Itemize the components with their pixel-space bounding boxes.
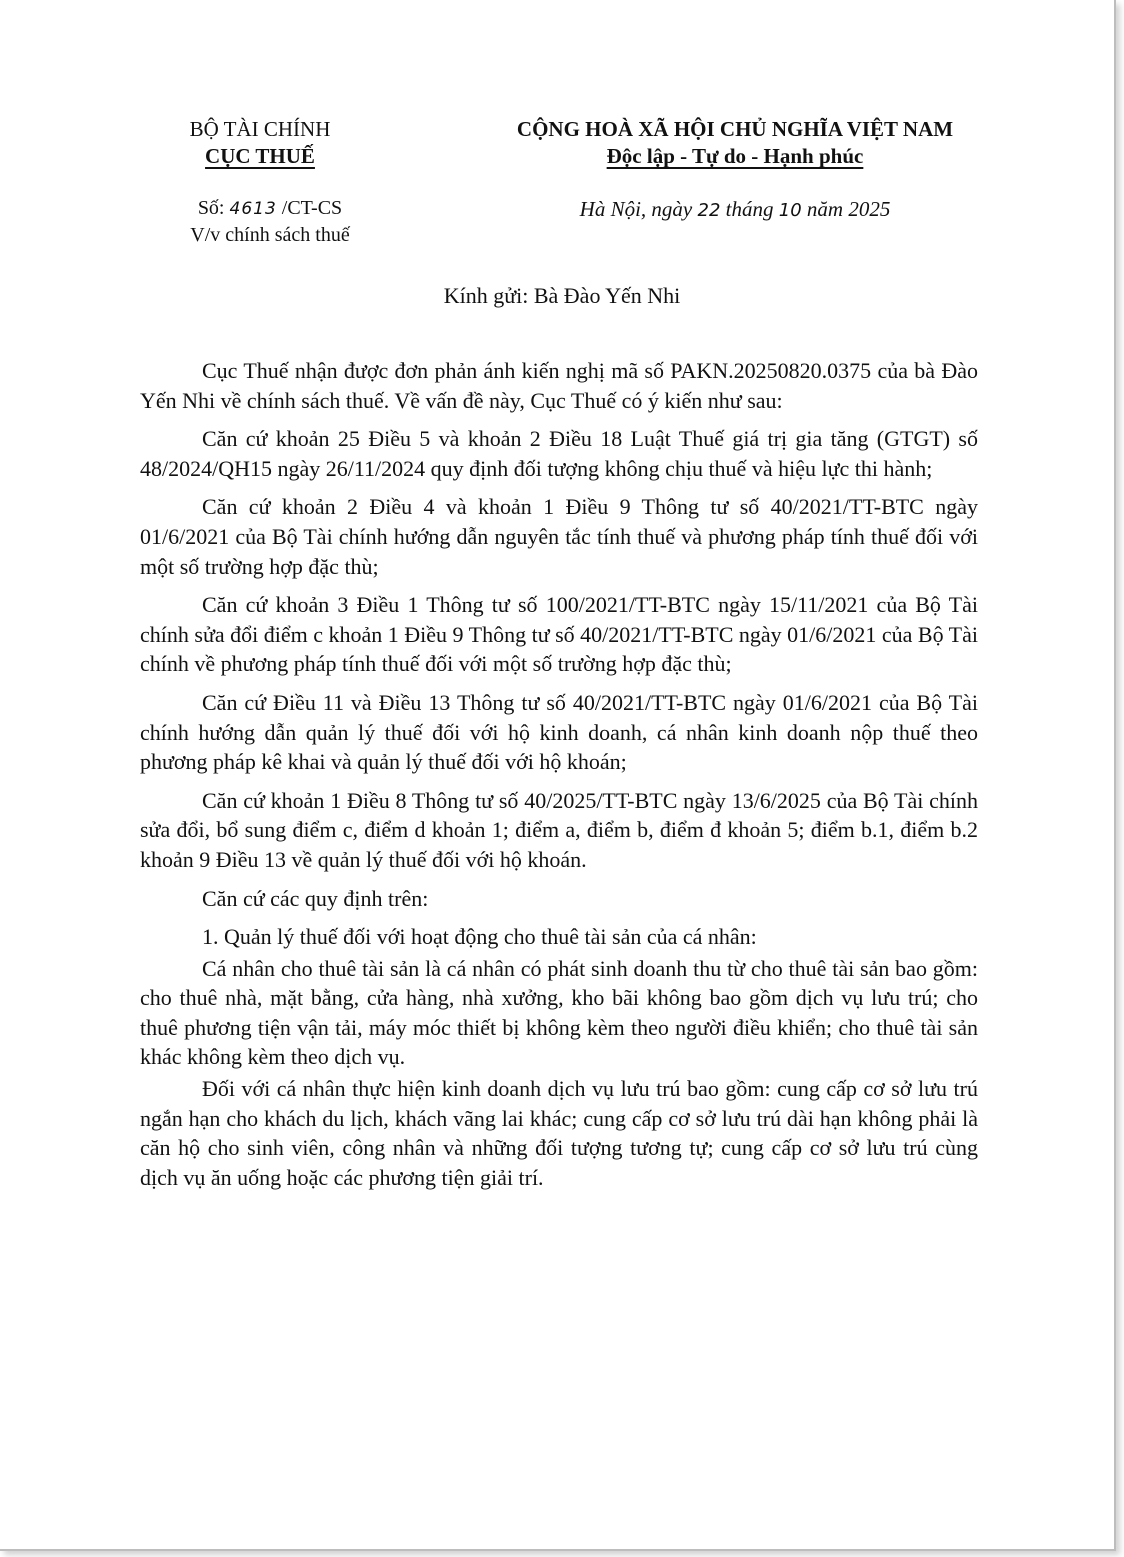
date-month-label: tháng	[720, 197, 779, 221]
national-title-block	[470, 116, 1000, 170]
document-subject: V/v chính sách thuế	[190, 224, 350, 246]
section-heading-1: 1. Quản lý thuế đối với hoạt động cho thuê tài sản của cá nhân:	[202, 924, 757, 950]
paragraph-accommodation: Đối với cá nhân thực hiện kinh doanh dịch vụ lưu trú bao gồm: cung cấp cơ sở lưu trú ngắn hạn cho khách du lịch, khách vãng lai khác; cung cấp cơ sở lưu trú dài hạn không phải là căn hộ cho sinh viên, công nhân và những đối tượng tương tự; cung cấp cơ sở lưu trú cùng dịch vụ ăn uống hoặc các phương tiện giải trí.	[140, 1076, 978, 1190]
paragraph-basis-2: Căn cứ khoản 2 Điều 4 và khoản 1 Điều 9 Thông tư số 40/2021/TT-BTC ngày 01/6/2021 của Bộ Tài chính hướng dẫn nguyên tắc tính thuế và phương pháp tính thuế đối với một số trường hợp đặc thù;	[140, 494, 978, 579]
recipient-line: Kính gửi: Bà Đào Yến Nhi	[443, 283, 681, 308]
date-day: 22	[697, 200, 721, 221]
parent-agency: BỘ TÀI CHÍNH	[189, 117, 331, 141]
paragraph-intro: Cục Thuế nhận được đơn phản ánh kiến nghị mã số PAKN.20250820.0375 của bà Đào Yến Nhi về chính sách thuế. Về vấn đề này, Cục Thuế có ý kiến như sau:	[140, 358, 978, 413]
motto-line	[470, 143, 1000, 170]
issuing-agency	[150, 143, 370, 170]
paragraph-basis-5: Căn cứ khoản 1 Điều 8 Thông tư số 40/2025/TT-BTC ngày 13/6/2025 của Bộ Tài chính sửa đổi, bổ sung điểm c, điểm d khoản 1; điểm a, điểm b, điểm đ khoản 5; điểm b.1, điểm b.2 khoản 9 Điều 13 về quản lý thuế đối với hộ khoán.	[140, 787, 978, 872]
document-number	[150, 195, 390, 222]
issue-date	[470, 197, 1000, 222]
issuing-agency-name: CỤC THUẾ	[205, 144, 315, 168]
issuing-agency-block	[150, 116, 370, 170]
letter-body	[140, 356, 978, 1194]
paragraph-basis-summary: Căn cứ các quy định trên:	[202, 885, 429, 911]
paragraph-basis-1: Căn cứ khoản 25 Điều 5 và khoản 2 Điều 18 Luật Thuế giá trị gia tăng (GTGT) số 48/2024/QH15 ngày 26/11/2024 quy định đối tượng không chịu thuế và hiệu lực thi hành;	[140, 426, 978, 481]
document-number-suffix: /CT-CS	[276, 197, 343, 219]
paragraph-basis-3: Căn cứ khoản 3 Điều 1 Thông tư số 100/2021/TT-BTC ngày 15/11/2021 của Bộ Tài chính sửa đổi điểm c khoản 1 Điều 9 Thông tư số 40/2021/TT-BTC ngày 01/6/2021 của Bộ Tài chính về phương pháp tính thuế đối với một số trường hợp đặc thù;	[140, 592, 978, 677]
date-month: 10	[778, 200, 802, 221]
date-year: năm 2025	[801, 197, 891, 221]
paragraph-basis-4: Căn cứ Điều 11 và Điều 13 Thông tư số 40/2021/TT-BTC ngày 01/6/2021 của Bộ Tài chính hướng dẫn quản lý thuế đối với hộ kinh doanh, cá nhân kinh doanh nộp thuế theo phương pháp kê khai và quản lý thuế đối với hộ khoán;	[140, 689, 978, 775]
country-name: CỘNG HOÀ XÃ HỘI CHỦ NGHĨA VIỆT NAM	[516, 117, 954, 141]
document-number-prefix: Số:	[197, 197, 230, 219]
paragraph-asset-lease: Cá nhân cho thuê tài sản là cá nhân có phát sinh doanh thu từ cho thuê tài sản bao gồm: cho thuê nhà, mặt bằng, cửa hàng, nhà xưởng, kho bãi không bao gồm dịch vụ lưu trú; cho thuê phương tiện vận tải, máy móc thiết bị không kèm theo người điều khiển; cho thuê tài sản khác không kèm theo dịch vụ.	[140, 955, 978, 1070]
document-reference	[150, 195, 390, 248]
document-number-handwritten: 4613	[229, 199, 277, 219]
national-motto: Độc lập - Tự do - Hạnh phúc	[606, 144, 864, 168]
date-prefix: Hà Nội, ngày	[579, 197, 698, 221]
